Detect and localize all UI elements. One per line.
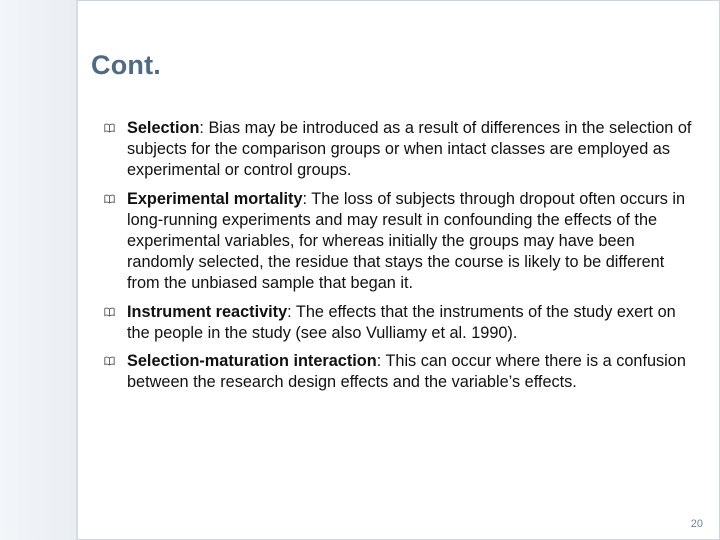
- open-book-icon: [104, 194, 115, 204]
- open-book-icon: [104, 307, 115, 317]
- page-number: 20: [690, 518, 703, 530]
- open-book-icon: [104, 356, 115, 366]
- bullet-term: Selection: [127, 119, 200, 137]
- bullet-item-instrument-reactivity: [104, 302, 694, 344]
- open-book-icon: [104, 123, 115, 133]
- bullet-text: : The loss of subjects through dropout often occurs in long-running experiments and may result in confounding the effects of the experimental variables, for whereas initially the groups may have been randomly selected, the residue that stays the course is likely to be different from the unbiased sample that began it.: [127, 189, 686, 293]
- slide-title: Cont.: [91, 50, 161, 80]
- left-decorative-band: [0, 0, 76, 540]
- bullet-text: : Bias may be introduced as a result of differences in the selection of subjects for the comparison groups or when intact classes are employed as experimental or control groups.: [127, 119, 692, 180]
- bullet-text: : The effects that the instruments of the study exert on the people in the study (see also Vulliamy et al. 1990).: [127, 302, 676, 342]
- bullet-term: Experimental mortality: [127, 189, 303, 208]
- bullet-item-selection: [104, 118, 694, 182]
- bullet-term: Instrument reactivity: [127, 302, 288, 321]
- bullet-text: : This can occur where there is a confusion between the research design effects and the variable’s effects.: [127, 352, 686, 392]
- bullet-item-experimental-mortality: [104, 189, 694, 295]
- bullet-list: [104, 118, 694, 400]
- bullet-term: Selection-maturation interaction: [127, 352, 377, 371]
- bullet-item-selection-maturation: [104, 351, 694, 393]
